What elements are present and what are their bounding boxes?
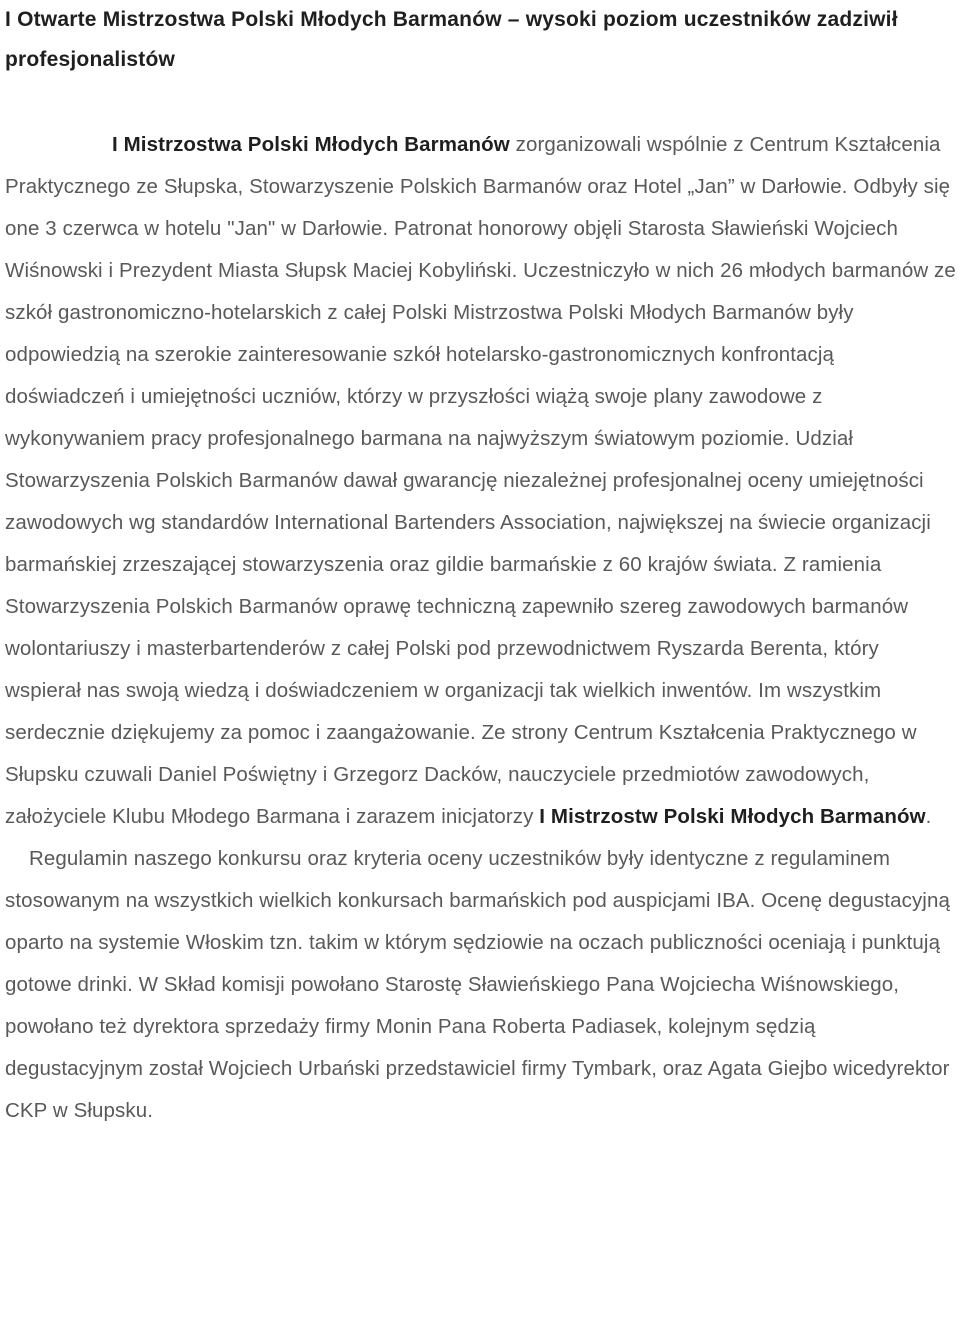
paragraph-rules: Regulamin naszego konkursu oraz kryteria oceny uczestników były identyczne z regulaminem stosowanym na wszystkich wielkich konkursach barmańskich pod auspicjami IBA. Ocenę degustacyjną oparto na systemie Włoskim tzn. takim w którym sędziowie na oczach publiczności oceniają i punktują gotowe drinki. W Skład komisji powołano Starostę Sławieńskiego Pana Wojciecha Wiśnowskiego, powołano też dyrektora sprzedaży firmy Monin Pana Roberta Padiasek, kolejnym sędzią degustacyjnym został Wojciech Urbański przedstawiciel firmy Tymbark, oraz Agata Giejbo wicedyrektor CKP w Słupsku. (5, 847, 950, 1122)
event-name-bold: I Mistrzostwa Polski Młodych Barmanów (112, 133, 510, 156)
article (5, 0, 957, 1132)
paragraph-intro (5, 124, 957, 838)
article-title: I Otwarte Mistrzostwa Polski Młodych Barmanów – wysoki poziom uczestników zadziwił profesjonalistów (5, 8, 898, 71)
paragraph-intro-end: . (925, 805, 932, 828)
event-name-bold-2: I Mistrzostw Polski Młodych Barmanów (539, 805, 926, 828)
paragraph-intro-text: zorganizowali wspólnie z Centrum Kształcenia Praktycznego ze Słupska, Stowarzyszenie Polskich Barmanów oraz Hotel „Jan” w Darłowie. Odbyły się one 3 czerwca w hotelu "Jan" w Darłowie. Patronat honorowy objęli Starosta Sławieński Wojciech Wiśnowski i Prezydent Miasta Słupsk Maciej Kobyliński. Uczestniczyło w nich 26 młodych barmanów ze szkół gastronomiczno-hotelarskich z całej Polski Mistrzostwa Polski Młodych Barmanów były odpowiedzią na szerokie zainteresowanie szkół hotelarsko-gastronomicznych konfrontacją doświadczeń i umiejętności uczniów, którzy w przyszłości wiążą swoje plany zawodowe z wykonywaniem pracy profesjonalnego barmana na najwyższym światowym poziomie. Udział Stowarzyszenia Polskich Barmanów dawał gwarancję niezależnej profesjonalnej oceny umiejętności zawodowych wg standardów International Bartenders Association, największej na świecie organizacji barmańskiej zrzeszającej stowarzyszenia oraz gildie barmańskie z 60 krajów świata. Z ramienia Stowarzyszenia Polskich Barmanów oprawę techniczną zapewniło szereg zawodowych barmanów wolontariuszy i masterbartenderów z całej Polski pod przewodnictwem Ryszarda Berenta, który wspierał nas swoją wiedzą i doświadczeniem w organizacji tak wielkich inwentów. Im wszystkim serdecznie dziękujemy za pomoc i zaangażowanie. Ze strony Centrum Kształcenia Praktycznego w Słupsku czuwali Daniel Poświętny i Grzegorz Dacków, nauczyciele przedmiotów zawodowych, założyciele Klubu Młodego Barmana i zarazem inicjatorzy (5, 133, 956, 828)
